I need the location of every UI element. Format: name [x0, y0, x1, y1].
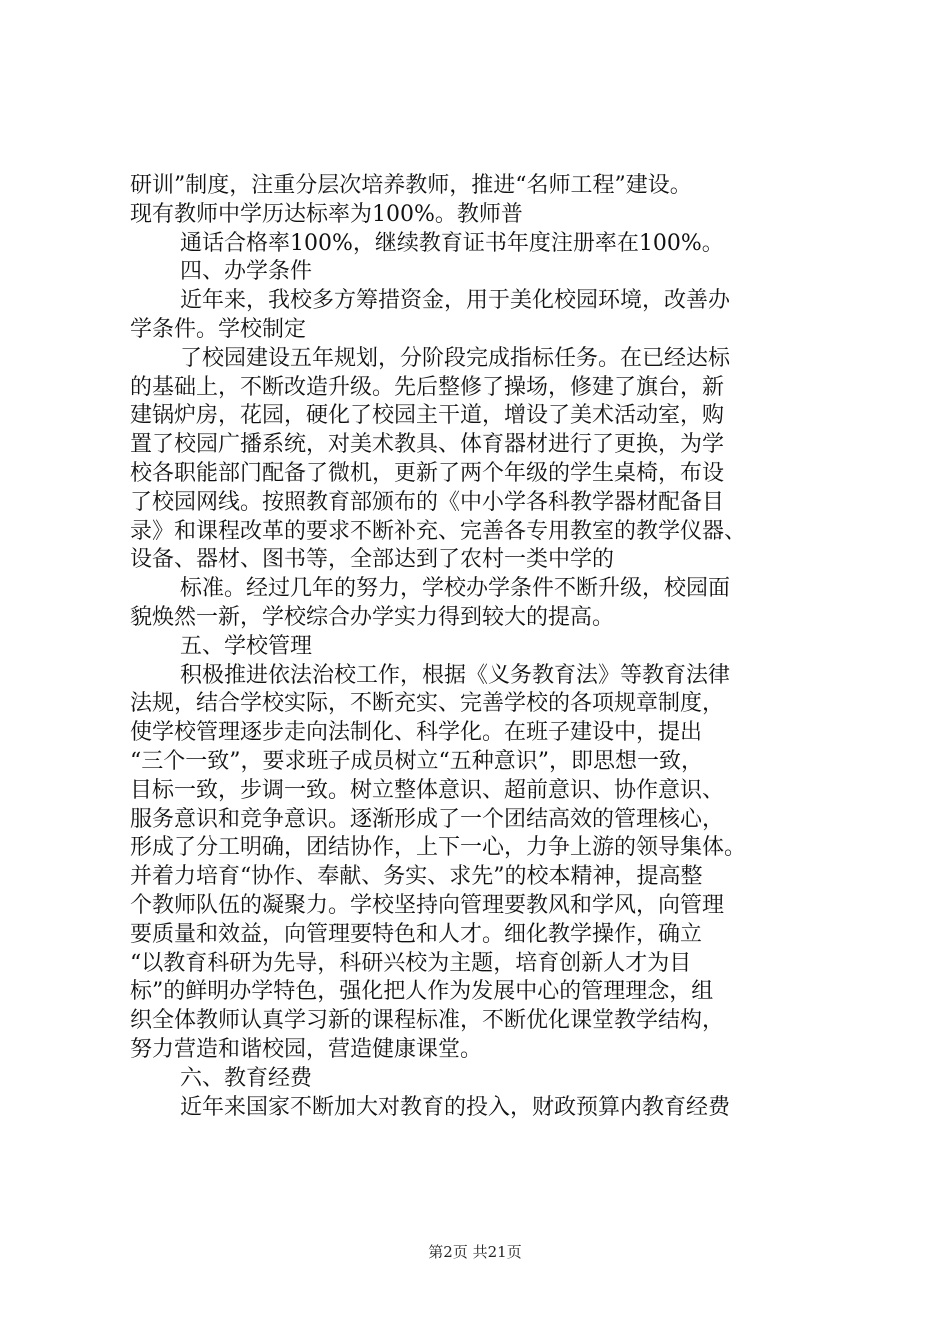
text-line: 校各职能部门配备了微机，更新了两个年级的学生桌椅，布设: [130, 460, 725, 486]
text-line: 现有教师中学历达标率为100%。教师普: [130, 201, 523, 227]
text-line: 标”的鲜明办学特色，强化把人作为发展中心的管理理念，组: [130, 979, 714, 1005]
text-line: 要质量和效益，向管理要特色和人才。细化教学操作，确立: [130, 921, 703, 947]
text-line: 五、学校管理: [180, 633, 313, 659]
text-line: 通话合格率100%，继续教育证书年度注册率在100%。: [180, 230, 724, 256]
text-line: 法规，结合学校实际，不断充实、完善学校的各项规章制度，: [130, 691, 725, 717]
text-line: 目标一致，步调一致。树立整体意识、超前意识、协作意识、: [130, 777, 725, 803]
text-line: 录》和课程改革的要求不断补充、完善各专用教室的教学仪器、: [130, 518, 747, 544]
text-line: 设备、器材、图书等，全部达到了农村一类中学的: [130, 547, 615, 573]
text-line: 近年来国家不断加大对教育的投入，财政预算内教育经费: [180, 1094, 731, 1120]
text-line: 四、办学条件: [180, 259, 313, 285]
text-line: 形成了分工明确，团结协作，上下一心，力争上游的领导集体。: [130, 835, 747, 861]
text-line: 积极推进依法治校工作，根据《义务教育法》等教育法律: [180, 662, 731, 688]
text-line: 服务意识和竞争意识。逐渐形成了一个团结高效的管理核心，: [130, 806, 725, 832]
text-line: 标准。经过几年的努力，学校办学条件不断升级，校园面: [180, 576, 731, 602]
text-line: 貌焕然一新，学校综合办学实力得到较大的提高。: [130, 604, 615, 630]
document-body: [130, 172, 850, 1122]
text-line: “以教育科研为先导，科研兴校为主题，培育创新人才为目: [130, 950, 692, 976]
text-line: 了校园网线。按照教育部颁布的《中小学各科教学器材配备目: [130, 489, 725, 515]
text-line: 了校园建设五年规划，分阶段完成指标任务。在已经达标: [180, 345, 731, 371]
text-line: 并着力培育“协作、奉献、务实、求先”的校本精神，提高整: [130, 864, 703, 890]
text-line: 个教师队伍的凝聚力。学校坚持向管理要教风和学风，向管理: [130, 892, 725, 918]
text-line: 努力营造和谐校园，营造健康课堂。: [130, 1036, 483, 1062]
text-line: 近年来，我校多方筹措资金，用于美化校园环境，改善办: [180, 288, 731, 314]
text-line: 织全体教师认真学习新的课程标准，不断优化课堂教学结构，: [130, 1008, 725, 1034]
text-line: 的基础上，不断改造升级。先后整修了操场，修建了旗台，新: [130, 374, 725, 400]
text-line: 使学校管理逐步走向法制化、科学化。在班子建设中，提出: [130, 720, 703, 746]
text-line: 学条件。学校制定: [130, 316, 307, 342]
page-number-footer: 第2页 共21页: [428, 1243, 522, 1261]
text-line: 置了校园广播系统，对美术教具、体育器材进行了更换，为学: [130, 432, 725, 458]
text-line: 建锅炉房，花园，硬化了校园主干道，增设了美术活动室，购: [130, 403, 725, 429]
text-line: 六、教育经费: [180, 1065, 313, 1091]
text-line: 研训”制度，注重分层次培养教师，推进“名师工程”建设。: [130, 173, 692, 198]
text-line: “三个一致”，要求班子成员树立“五种意识”，即思想一致，: [130, 748, 703, 774]
